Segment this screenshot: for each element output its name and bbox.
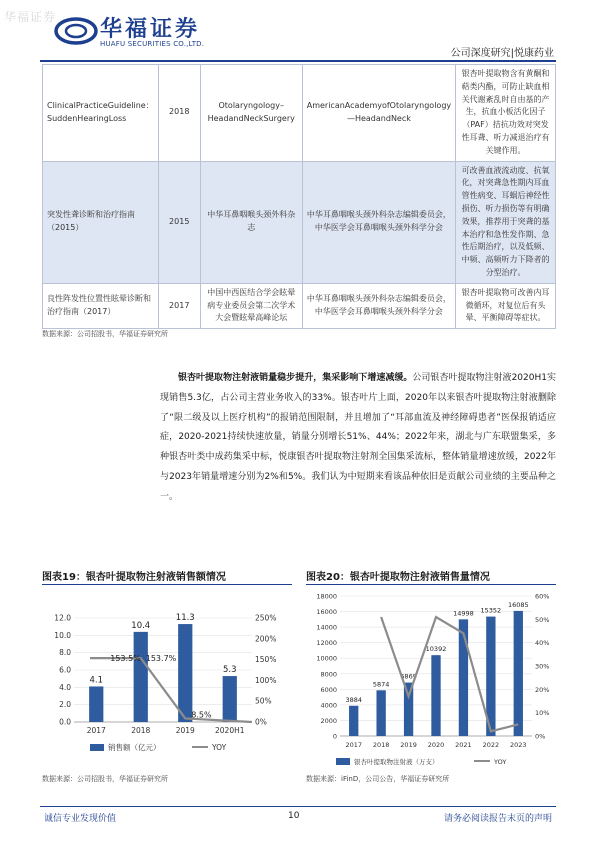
- x-tick: 2023: [510, 741, 527, 749]
- y-tick-right: 0%: [535, 732, 546, 741]
- y-tick-right: 30%: [535, 662, 550, 671]
- yoy-label: 153.5%: [110, 654, 141, 664]
- header-title: 公司深度研究|悦康药业: [450, 48, 554, 59]
- paragraph-body: 公司银杏叶提取物注射液2020H1实现销售5.3亿，占公司主营业务收入的33%。银杏叶片上面，2020年以来银杏叶提取物注射液删除了“限二级及以上医疗机构”的报销范围限制，并且增加了“耳部血流及神经障碍患者”医保报销适应症，2020-2021持续快速放量，销量分别增长51%、44%；2022年来，湖北与广东联盟集采，多种银杏叶类中成药集采中标，悦康银杏叶提取物注射剂全国集采流标，整体销量增速放缓，2022年与2023年销量增速分别为2%和5%。我们认为中短期来看该品种依旧是贡献公司业绩的主要品种之一。: [160, 373, 556, 502]
- x-tick: 2021: [455, 741, 472, 749]
- data-label: 14998: [453, 609, 474, 618]
- y-tick-left: 10.0: [54, 630, 71, 640]
- table-cell-journal: Otolaryngology–HeadandNeckSurgery: [200, 65, 302, 162]
- table-cell-publisher: 中华耳鼻咽喉头颈外科杂志编辑委员会，中华医学会耳鼻咽喉头颈外科学分会: [302, 161, 455, 283]
- x-tick: 2020: [427, 741, 445, 749]
- chart19-sales-value: [42, 590, 292, 772]
- legend-swatch-bar: [90, 744, 104, 751]
- table-cell-year: 2015: [158, 161, 200, 283]
- y-tick-right: 40%: [535, 639, 550, 648]
- y-tick-right: 60%: [535, 592, 550, 601]
- x-tick: 2018: [131, 726, 151, 735]
- footer-divider: [40, 806, 556, 807]
- page-number: 10: [288, 811, 300, 821]
- data-label: 15352: [480, 606, 502, 615]
- y-tick-left: 8000: [320, 670, 337, 679]
- table-cell-guideline: 良性阵发性位置性眩晕诊断和治疗指南（2017）: [43, 283, 159, 328]
- data-label: 5.3: [222, 665, 237, 676]
- legend-label-line: YOY: [212, 743, 227, 752]
- y-tick-left: 16000: [316, 608, 337, 617]
- data-label: 5874: [372, 680, 390, 689]
- y-tick-left: 12000: [316, 639, 337, 648]
- watermark: 华福证券: [4, 10, 57, 24]
- table-cell-guideline: 突发性聋诊断和治疗指南（2015）: [43, 161, 159, 283]
- yoy-label: 8.5%: [191, 710, 212, 720]
- table-cell-year: 2017: [158, 283, 200, 328]
- x-tick: 2022: [482, 741, 500, 749]
- chart19-rule: [42, 584, 292, 585]
- paragraph-lead: 银杏叶提取物注射液销量稳步提升，集采影响下增速减缓。: [178, 373, 413, 383]
- y-tick-left: 0.0: [59, 717, 71, 727]
- bar: [178, 624, 192, 722]
- table-cell-publisher: 中华耳鼻咽喉头颈外科杂志编辑委员会，中华医学会耳鼻咽喉头颈外科学分会: [302, 283, 455, 328]
- table-cell-journal: 中华耳鼻咽喉头颈外科杂志: [200, 161, 302, 283]
- y-tick-left: 6000: [320, 685, 337, 694]
- bar: [431, 655, 440, 736]
- data-label: 10.4: [131, 620, 151, 631]
- footer-disclaimer: 请务必阅读报告末页的声明: [443, 814, 552, 824]
- y-tick-right: 200%: [255, 634, 277, 644]
- footer-slogan: 诚信专业发现价值: [44, 814, 117, 824]
- yoy-label: 153.7%: [145, 654, 177, 664]
- logo-subtext: HUAFU SECURITIES CO.,LTD.: [100, 40, 205, 48]
- header-divider: [40, 60, 556, 62]
- y-tick-left: 8.0: [59, 648, 71, 658]
- table-cell-guideline: ClinicalPracticeGuideline：SuddenHearingLoss: [43, 65, 159, 162]
- chart20-title: 图表20：银杏叶提取物注射液销售量情况: [306, 572, 490, 583]
- x-tick: 2019: [400, 741, 417, 749]
- y-tick-right: 100%: [255, 675, 277, 685]
- x-tick: 2017: [86, 726, 106, 735]
- legend-swatch-bar: [336, 758, 350, 765]
- y-tick-right: 250%: [255, 613, 277, 623]
- chart19-title: 图表19：银杏叶提取物注射液销售额情况: [42, 572, 226, 583]
- table-source: 数据来源：公司招股书，华福证券研究所: [42, 330, 168, 338]
- y-tick-right: 150%: [255, 655, 277, 665]
- bar: [376, 690, 385, 736]
- y-tick-left: 2.0: [59, 700, 71, 710]
- table-row: [43, 161, 556, 283]
- y-tick-left: 6.0: [59, 665, 71, 675]
- y-tick-right: 50%: [255, 696, 272, 706]
- data-label: 6869: [400, 672, 417, 681]
- chart20-rule: [306, 584, 556, 585]
- chart19-source: 数据来源：公司招股书，华福证券研究所: [42, 775, 168, 783]
- y-tick-left: 14000: [316, 623, 337, 632]
- legend-label-line: YOY: [494, 758, 507, 766]
- bar: [134, 632, 148, 722]
- y-tick-left: 10000: [316, 654, 337, 663]
- bar: [404, 683, 413, 736]
- y-tick-left: 18000: [316, 592, 337, 601]
- bar: [89, 686, 103, 722]
- chart20-source: 数据来源：iFinD，公司公告，华福证券研究所: [306, 775, 450, 783]
- logo-emblem: [54, 16, 98, 46]
- table-cell-journal: 中国中西医结合学会眩晕病专业委员会第二次学术大会暨眩晕高峰论坛: [200, 283, 302, 328]
- y-tick-right: 10%: [535, 709, 550, 718]
- analysis-paragraph: [160, 369, 556, 508]
- x-tick: 2018: [372, 741, 390, 749]
- x-tick: 2020H1: [215, 726, 245, 735]
- data-label: 16085: [507, 600, 529, 609]
- data-label: 10392: [425, 645, 447, 654]
- logo-text: 华福证券: [100, 17, 201, 42]
- y-tick-left: 4000: [320, 701, 337, 710]
- y-tick-right: 50%: [535, 615, 550, 624]
- table-cell-publisher: AmericanAcademyofOtolaryngology—HeadandNeck: [302, 65, 455, 162]
- x-tick: 2017: [345, 741, 362, 749]
- y-tick-left: 0: [332, 732, 337, 741]
- yoy-line: [381, 617, 518, 731]
- bar: [349, 706, 358, 736]
- table-cell-content: 银杏叶提取物含有黄酮和萜类内酯，可防止缺血相关代谢紊乱时自由基的产生，抗血小板活化因子（PAF）拮抗功效对突发性耳聋、听力减退治疗有关键作用。: [456, 65, 556, 162]
- data-label: 3884: [345, 695, 362, 704]
- y-tick-left: 12.0: [54, 613, 71, 623]
- legend-label-bar: 销售额（亿元）: [108, 743, 161, 752]
- table-row: [43, 283, 556, 328]
- y-tick-left: 2000: [320, 716, 337, 725]
- bar: [514, 611, 523, 736]
- legend-label-bar: 银杏叶提取物注射液（万支）: [354, 758, 439, 766]
- table-cell-content: 可改善血液流动度、抗氧化，对突聋急性期内耳血管性病变、耳蜗后神经性损伤、听力损伤等有明确效果，推荐用于突聋的基本治疗和急性发作期、急性后期治疗，以及低频、中频、高频听力下降者的分型治疗。: [456, 161, 556, 283]
- y-tick-right: 20%: [535, 685, 550, 694]
- chart20-sales-volume: [306, 586, 556, 772]
- x-tick: 2019: [175, 726, 195, 735]
- y-tick-right: 0%: [255, 717, 267, 727]
- y-tick-left: 4.0: [59, 682, 71, 692]
- guideline-table: [42, 64, 556, 329]
- table-cell-content: 银杏叶提取物可改善内耳微循环，对复位后有头晕、平衡障碍等症状。: [456, 283, 556, 328]
- bar: [223, 676, 237, 722]
- data-label: 4.1: [89, 675, 104, 686]
- data-label: 11.3: [175, 613, 195, 624]
- table-cell-year: 2018: [158, 65, 200, 162]
- table-row: [43, 65, 556, 162]
